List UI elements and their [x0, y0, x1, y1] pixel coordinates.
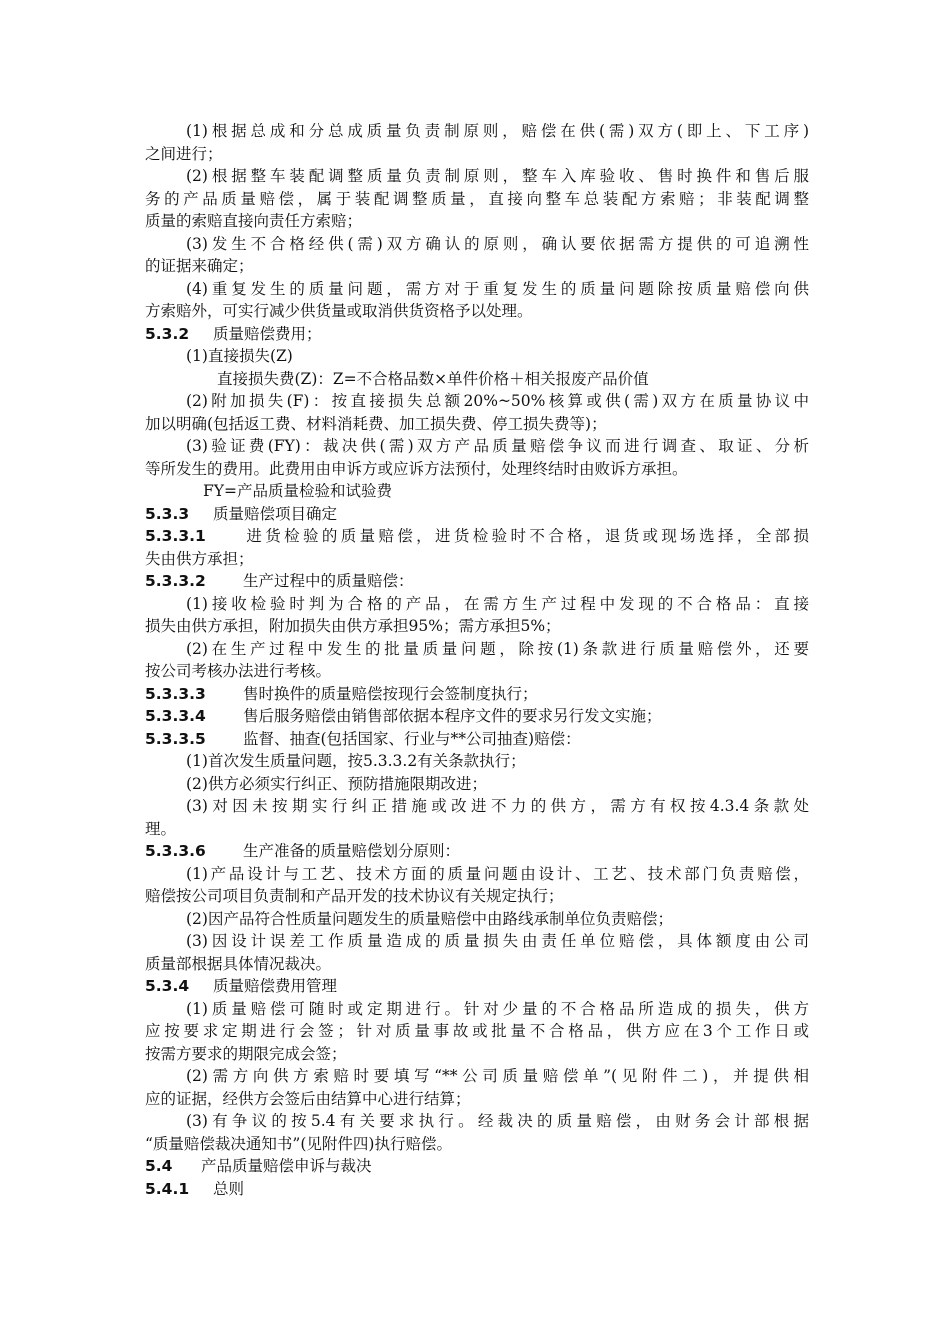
paragraph-line [145, 930, 809, 953]
paragraph-line [145, 143, 809, 166]
section-number: 5.4.1 [145, 1179, 190, 1198]
paragraph-line [145, 953, 809, 976]
line-text: (3)因设计误差工作质量造成的质量损失由责任单位赔偿，具体额度由公司 [186, 932, 809, 950]
paragraph-line [145, 300, 809, 323]
line-text: 质量赔偿费用； [213, 324, 322, 343]
section-heading-line [145, 728, 809, 751]
line-text: 质量部根据具体情况裁决。 [145, 954, 332, 973]
section-number: 5.3.3.5 [145, 729, 206, 748]
line-text: (2)在生产过程中发生的批量质量问题，除按(1)条款进行质量赔偿外，还要 [186, 639, 809, 658]
document-body [145, 120, 809, 1200]
paragraph-line [145, 615, 809, 638]
line-text: (1)首次发生质量问题，按5.3.3.2有关条款执行； [186, 752, 526, 770]
section-number: 5.3.3.6 [145, 842, 206, 860]
line-text: 失由供方承担； [145, 549, 254, 568]
paragraph-line [145, 210, 809, 233]
line-text: (1)接收检验时判为合格的产品，在需方生产过程中发现的不合格品：直接 [186, 594, 809, 613]
line-text: 售时换件的质量赔偿按现行会签制度执行； [243, 684, 538, 703]
section-heading-line [145, 503, 809, 526]
paragraph-line [145, 818, 809, 841]
paragraph-line [145, 480, 809, 503]
section-number: 5.3.3.1 [145, 527, 206, 545]
line-text: “质量赔偿裁决通知书”(见附件四)执行赔偿。 [145, 1134, 452, 1153]
line-text: 产品质量赔偿申诉与裁决 [201, 1157, 372, 1175]
line-text: 务的产品质量赔偿，属于装配调整质量，直接向整车总装配方索赔；非装配调整 [145, 189, 809, 208]
line-text: 进货检验的质量赔偿，进货检验时不合格，退货或现场选择，全部损 [243, 527, 809, 545]
line-text: 赔偿按公司项目负责制和产品开发的技术协议有关规定执行； [145, 887, 564, 905]
paragraph-line [145, 1020, 809, 1043]
section-heading-line [145, 525, 809, 548]
line-text: (1)产品设计与工艺、技术方面的质量问题由设计、工艺、技术部门负责赔偿， [186, 864, 809, 883]
line-text: 售后服务赔偿由销售部依据本程序文件的要求另行发文实施； [243, 707, 662, 725]
line-text: (1)直接损失(Z) [186, 347, 293, 365]
paragraph-line [145, 773, 809, 796]
section-number: 5.3.4 [145, 977, 190, 995]
section-heading-line [145, 1155, 809, 1178]
line-text: 应按要求定期进行会签；针对质量事故或批量不合格品，供方应在3个工作日或 [145, 1022, 809, 1040]
paragraph-line [145, 1088, 809, 1111]
line-text: 加以明确(包括返工费、材料消耗费、加工损失费、停工损失费等)； [145, 414, 607, 433]
line-text: (3)对因未按期实行纠正措施或改进不力的供方，需方有权按4.3.4条款处 [186, 797, 809, 815]
section-heading-line [145, 683, 809, 706]
line-text: 方索赔外，可实行减少供货量或取消供货资格予以处理。 [145, 302, 533, 320]
line-text: FY=产品质量检验和试验费 [203, 482, 392, 500]
paragraph-line [145, 390, 809, 413]
line-text: 按公司考核办法进行考核。 [145, 662, 332, 680]
paragraph-line [145, 1110, 809, 1133]
line-text: 质量赔偿项目确定 [213, 504, 338, 523]
line-text: (3)验证费(FY)：裁决供(需)双方产品质量赔偿争议而进行调查、取证、分析 [186, 437, 809, 455]
line-text: 生产过程中的质量赔偿： [243, 572, 414, 590]
line-text: (3)有争议的按5.4有关要求执行。经裁决的质量赔偿，由财务会计部根据 [186, 1112, 809, 1130]
section-number: 5.4 [145, 1157, 173, 1175]
paragraph-line [145, 750, 809, 773]
line-text: 理。 [145, 819, 177, 838]
paragraph-line [145, 278, 809, 301]
line-text: 监督、抽查(包括国家、行业与**公司抽查)赔偿： [243, 729, 581, 748]
paragraph-line [145, 795, 809, 818]
paragraph-line [145, 908, 809, 931]
line-text: 按需方要求的期限完成会签； [145, 1044, 347, 1063]
paragraph-line [145, 1065, 809, 1088]
section-heading-line [145, 840, 809, 863]
line-text: 损失由供方承担，附加损失由供方承担95%；需方承担5%； [145, 617, 561, 635]
paragraph-line [145, 435, 809, 458]
paragraph-line [145, 458, 809, 481]
paragraph-line [145, 548, 809, 571]
paragraph-line [145, 233, 809, 256]
line-text: 之间进行； [145, 144, 223, 163]
line-text: (3)发生不合格经供(需)双方确认的原则，确认要依据需方提供的可追溯性 [186, 234, 809, 253]
section-heading-line [145, 570, 809, 593]
line-text: 质量的索赔直接向责任方索赔； [145, 212, 363, 230]
paragraph-line [145, 593, 809, 616]
paragraph-line [145, 1133, 809, 1156]
line-text: (2)根据整车装配调整质量负责制原则，整车入库验收、售时换件和售后服 [186, 167, 809, 185]
line-text: 直接损失费(Z)：Z=不合格品数×单件价格＋相关报废产品价值 [217, 369, 649, 388]
paragraph-line [145, 120, 809, 143]
line-text: (4)重复发生的质量问题，需方对于重复发生的质量问题除按质量赔偿向供 [186, 279, 809, 298]
paragraph-line [145, 413, 809, 436]
line-text: (2)附加损失(F)：按直接损失总额20%~50%核算或供(需)双方在质量协议中 [186, 392, 809, 410]
section-heading-line [145, 323, 809, 346]
section-number: 5.3.3 [145, 504, 190, 523]
section-number: 5.3.2 [145, 324, 190, 343]
line-text: (1)根据总成和分总成质量负责制原则，赔偿在供(需)双方(即上、下工序) [186, 122, 809, 140]
paragraph-line [145, 885, 809, 908]
paragraph-line [145, 188, 809, 211]
paragraph-line [145, 638, 809, 661]
line-text: 生产准备的质量赔偿划分原则： [243, 842, 461, 860]
line-text: (2)需方向供方索赔时要填写“**公司质量赔偿单”(见附件二)，并提供相 [186, 1067, 809, 1085]
line-text: 总则 [213, 1179, 245, 1198]
section-number: 5.3.3.2 [145, 572, 206, 590]
line-text: (1)质量赔偿可随时或定期进行。针对少量的不合格品所造成的损失，供方 [186, 999, 809, 1018]
paragraph-line [145, 165, 809, 188]
paragraph-line [145, 1043, 809, 1066]
paragraph-line [145, 345, 809, 368]
section-number: 5.3.3.3 [145, 684, 206, 703]
section-heading-line [145, 975, 809, 998]
line-text: 质量赔偿费用管理 [213, 977, 338, 995]
line-text: 等所发生的费用。此费用由申诉方或应诉方法预付，处理终结时由败诉方承担。 [145, 459, 688, 478]
line-text: (2)因产品符合性质量问题发生的质量赔偿中由路线承制单位负责赔偿； [186, 909, 673, 928]
section-number: 5.3.3.4 [145, 707, 206, 725]
paragraph-line [145, 255, 809, 278]
line-text: 的证据来确定； [145, 257, 254, 275]
section-heading-line [145, 1178, 809, 1201]
paragraph-line [145, 863, 809, 886]
paragraph-line [145, 368, 809, 391]
paragraph-line [145, 998, 809, 1021]
section-heading-line [145, 705, 809, 728]
line-text: (2)供方必须实行纠正、预防措施限期改进； [186, 774, 487, 793]
paragraph-line [145, 660, 809, 683]
line-text: 应的证据，经供方会签后由结算中心进行结算； [145, 1089, 471, 1108]
